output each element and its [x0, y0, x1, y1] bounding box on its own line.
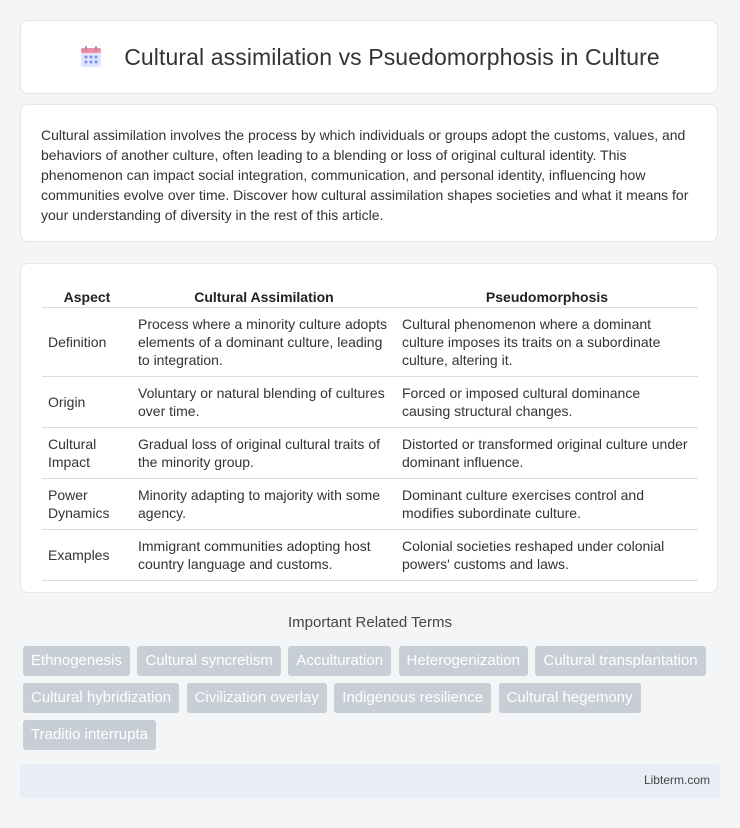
- site-link[interactable]: Libterm.com: [643, 773, 710, 787]
- row-aspect: Power Dynamics: [42, 479, 132, 530]
- row-pseudomorphosis: Colonial societies reshaped under colonial powers' customs and laws.: [396, 530, 698, 581]
- tag-cultural-hybridization[interactable]: Cultural hybridization: [23, 683, 179, 713]
- table-header-row: [42, 284, 698, 308]
- page-title: Cultural assimilation vs Psuedomorphosis in Culture: [124, 43, 660, 70]
- row-assimilation: Process where a minority culture adopts elements of a dominant culture, leading to integration.: [132, 308, 396, 377]
- table-row: [42, 479, 698, 530]
- calendar-grid-icon: [78, 44, 104, 70]
- row-aspect: Origin: [42, 377, 132, 428]
- header-pseudomorphosis: Pseudomorphosis: [396, 284, 698, 308]
- row-aspect: Examples: [42, 530, 132, 581]
- row-aspect: Definition: [42, 308, 132, 377]
- header-aspect: Aspect: [42, 284, 132, 308]
- row-pseudomorphosis: Cultural phenomenon where a dominant culture imposes its traits on a subordinate culture, altering it.: [396, 308, 698, 377]
- row-pseudomorphosis: Forced or imposed cultural dominance causing structural changes.: [396, 377, 698, 428]
- tag-heterogenization[interactable]: Heterogenization: [399, 646, 528, 676]
- table-row: [42, 308, 698, 377]
- table-row: [42, 377, 698, 428]
- row-assimilation: Voluntary or natural blending of cultures over time.: [132, 377, 396, 428]
- row-pseudomorphosis: Distorted or transformed original culture under dominant influence.: [396, 428, 698, 479]
- tag-civilization-overlay[interactable]: Civilization overlay: [187, 683, 327, 713]
- table-row: [42, 530, 698, 581]
- tag-indigenous-resilience[interactable]: Indigenous resilience: [334, 683, 491, 713]
- comparison-table: [42, 284, 698, 581]
- related-terms-list: [23, 646, 723, 757]
- header-cultural-assimilation: Cultural Assimilation: [132, 284, 396, 308]
- row-assimilation: Gradual loss of original cultural traits of the minority group.: [132, 428, 396, 479]
- intro-paragraph: Cultural assimilation involves the process by which individuals or groups adopt the customs, values, and behaviors of another culture, often leading to a blending or loss of original cultural identity. This phenomenon can impact social integration, communication, and personal identity, influencing how communities evolve over time. Discover how cultural assimilation shapes societies and what it means for your understanding of diversity in the rest of this article.: [41, 127, 689, 223]
- row-aspect: Cultural Impact: [42, 428, 132, 479]
- intro-card: [20, 104, 718, 242]
- title-card: [20, 20, 718, 94]
- row-assimilation: Minority adapting to majority with some agency.: [132, 479, 396, 530]
- tag-acculturation[interactable]: Acculturation: [288, 646, 391, 676]
- tag-traditio-interrupta[interactable]: Traditio interrupta: [23, 720, 156, 750]
- tag-ethnogenesis[interactable]: Ethnogenesis: [23, 646, 130, 676]
- tag-cultural-syncretism[interactable]: Cultural syncretism: [137, 646, 281, 676]
- footer: [20, 764, 720, 798]
- table-row: [42, 428, 698, 479]
- comparison-card: [20, 263, 718, 593]
- related-terms-heading: Important Related Terms: [288, 614, 452, 631]
- row-pseudomorphosis: Dominant culture exercises control and modifies subordinate culture.: [396, 479, 698, 530]
- tag-cultural-transplantation[interactable]: Cultural transplantation: [535, 646, 705, 676]
- tag-cultural-hegemony[interactable]: Cultural hegemony: [499, 683, 641, 713]
- row-assimilation: Immigrant communities adopting host country language and customs.: [132, 530, 396, 581]
